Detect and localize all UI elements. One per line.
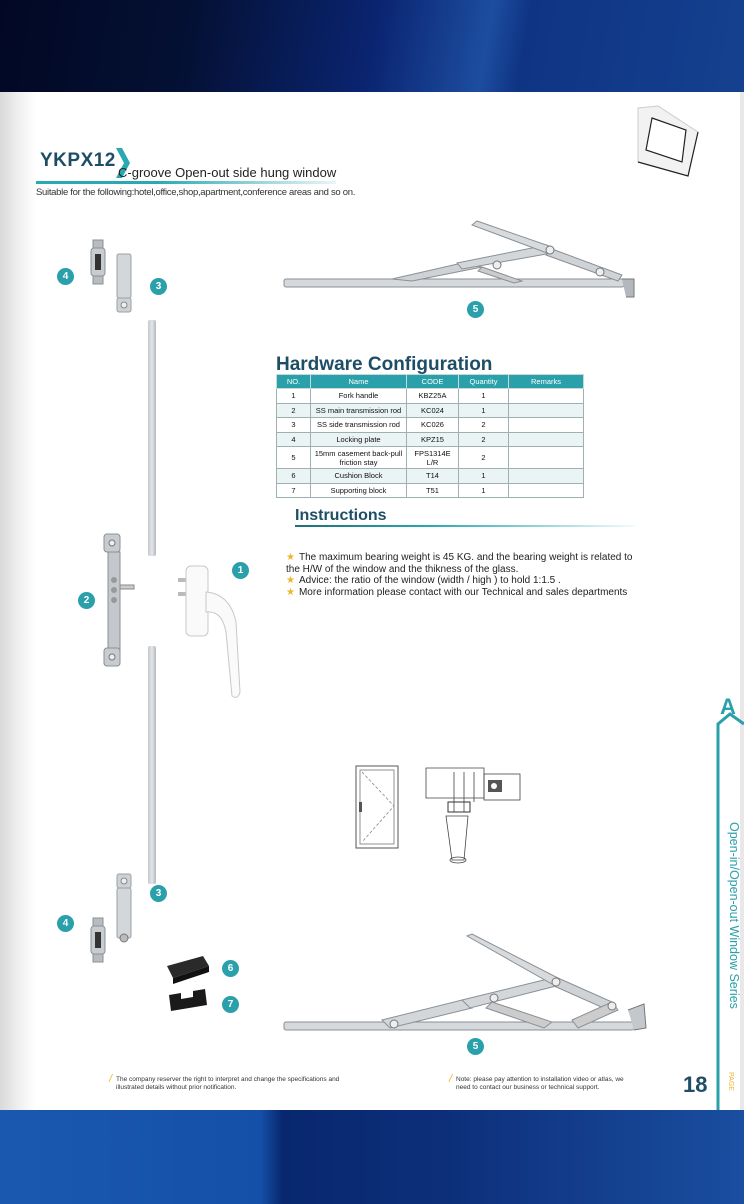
part-badge-7: 7 [222, 996, 239, 1013]
cell-quantity: 1 [459, 469, 509, 484]
part-badge-1: 1 [232, 562, 249, 579]
instruction-item: ★ The maximum bearing weight is 45 KG. and the bearing weight is related to the H/W of the window and the thikness of the glass. [286, 552, 633, 575]
page-label: PAGE [727, 1072, 734, 1091]
table-header-row [277, 375, 584, 389]
part-badge-3: 3 [150, 278, 167, 295]
table-row [277, 432, 584, 447]
cell-name: SS side transmission rod [311, 418, 407, 433]
friction-stay-bottom-image [282, 932, 662, 1047]
model-title: C-groove Open-out side hung window [118, 165, 337, 180]
supporting-block-image [165, 987, 215, 1017]
part-badge-2: 2 [78, 592, 95, 609]
suitable-description: Suitable for the following:hotel,office,shop,apartment,conference areas and so on. [36, 187, 356, 198]
cell-code: FPS1314E L/R [407, 447, 459, 469]
cell-name: Supporting block [311, 483, 407, 498]
cell-no: 6 [277, 469, 311, 484]
hardware-config-table [276, 374, 584, 498]
locking-plate-bottom-image [85, 862, 145, 972]
cell-no: 7 [277, 483, 311, 498]
star-icon: ★ [286, 552, 295, 563]
column-header-quantity: Quantity [459, 375, 509, 389]
cell-quantity: 1 [459, 483, 509, 498]
cell-remarks [509, 418, 584, 433]
background-top [0, 0, 744, 92]
slash-icon: / [449, 1073, 453, 1085]
table-row [277, 447, 584, 469]
cell-quantity: 2 [459, 447, 509, 469]
cell-name: Locking plate [311, 432, 407, 447]
part-badge-5: 5 [467, 1038, 484, 1055]
column-header-no: NO. [277, 375, 311, 389]
cell-quantity: 1 [459, 389, 509, 404]
cell-name: Cushion Block [311, 469, 407, 484]
catalog-page [0, 92, 744, 1110]
main-transmission-rod-image [100, 530, 140, 670]
part-badge-3: 3 [150, 885, 167, 902]
friction-stay-top-image [282, 217, 652, 302]
brand-logo-icon [632, 104, 704, 180]
part-badge-4: 4 [57, 915, 74, 932]
column-header-remarks: Remarks [509, 375, 584, 389]
table-row [277, 483, 584, 498]
locking-plate-top-image [85, 238, 145, 338]
model-header [36, 148, 336, 188]
column-header-code: CODE [407, 375, 459, 389]
part-badge-6: 6 [222, 960, 239, 977]
side-rod-top-image [148, 320, 156, 556]
part-badge-5: 5 [467, 301, 484, 318]
cell-code: KC024 [407, 403, 459, 418]
cell-code: KPZ15 [407, 432, 459, 447]
page-number: 18 [683, 1072, 708, 1097]
footer-disclaimer: / The company reserver the right to interpret and change the specifications and illustrated details without prior notification. [109, 1073, 340, 1091]
table-row [277, 389, 584, 404]
cell-name: 15mm casement back-pull friction stay [311, 447, 407, 469]
star-icon: ★ [286, 586, 295, 598]
column-header-name: Name [311, 375, 407, 389]
cell-no: 4 [277, 432, 311, 447]
side-rod-bottom-image [148, 646, 156, 884]
section-letter: A [720, 694, 736, 719]
cell-name: Fork handle [311, 389, 407, 404]
cell-remarks [509, 403, 584, 418]
footer-note: / Note: please pay attention to installation video or atlas, we need to contact our business or technical support. [449, 1073, 624, 1091]
fork-handle-image [178, 562, 248, 702]
slash-icon: / [109, 1073, 113, 1085]
instruction-item: ★ More information please contact with our Technical and sales departments [286, 586, 628, 598]
series-label: Open-in/Open-out Window Series [727, 822, 741, 1009]
cell-code: KBZ25A [407, 389, 459, 404]
cell-code: KC026 [407, 418, 459, 433]
cell-remarks [509, 432, 584, 447]
cell-code: T51 [407, 483, 459, 498]
hardware-config-title: Hardware Configuration [276, 354, 493, 375]
star-icon: ★ [286, 575, 295, 586]
instruction-item: ★ Advice: the ratio of the window (width / high ) to hold 1:1.5 . [286, 575, 561, 586]
part-badge-4: 4 [57, 268, 74, 285]
instructions-underline [295, 525, 635, 527]
table-row [277, 403, 584, 418]
cell-name: SS main transmission rod [311, 403, 407, 418]
cell-no: 2 [277, 403, 311, 418]
page-fold-shadow [0, 92, 36, 1110]
window-elevation-diagram [354, 764, 400, 850]
cell-quantity: 1 [459, 403, 509, 418]
cell-no: 1 [277, 389, 311, 404]
cell-remarks [509, 447, 584, 469]
instructions-title: Instructions [295, 507, 387, 524]
profile-section-diagram [424, 762, 524, 866]
cell-code: T14 [407, 469, 459, 484]
cell-quantity: 2 [459, 432, 509, 447]
cell-remarks [509, 389, 584, 404]
table-row [277, 469, 584, 484]
cell-no: 5 [277, 447, 311, 469]
background-bottom [0, 1110, 744, 1204]
table-row [277, 418, 584, 433]
cell-remarks [509, 483, 584, 498]
cell-quantity: 2 [459, 418, 509, 433]
cell-no: 3 [277, 418, 311, 433]
instructions-list [286, 552, 636, 598]
model-code: YKPX12 [40, 150, 116, 171]
title-underline [36, 181, 336, 184]
cell-remarks [509, 469, 584, 484]
cushion-block-image [165, 952, 215, 986]
